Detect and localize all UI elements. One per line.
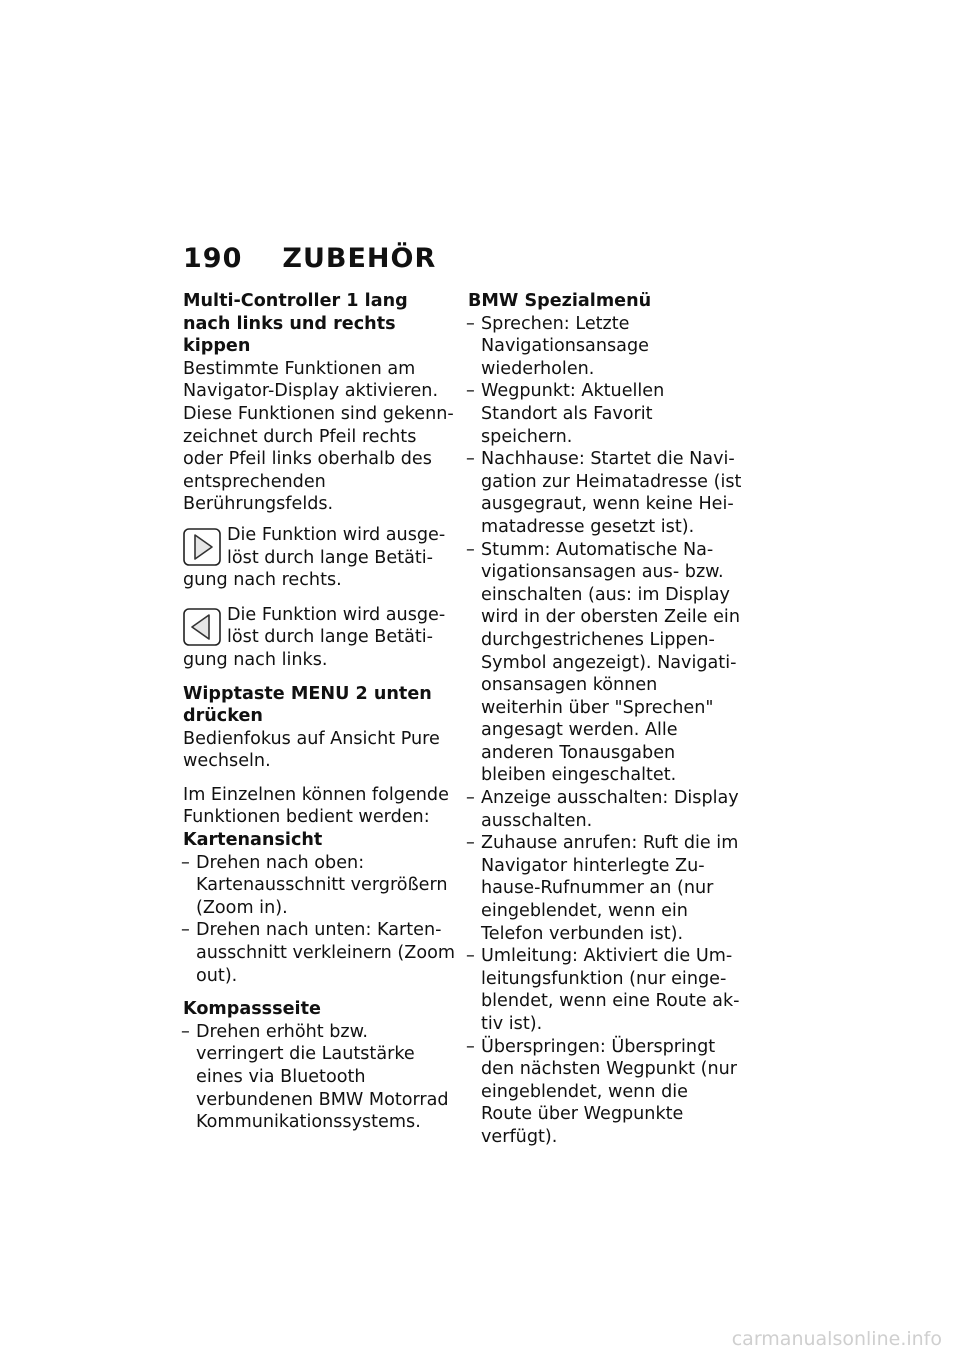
page-number: 190 xyxy=(183,243,243,274)
wipptaste-heading: Wipptaste MENU 2 unten drücken xyxy=(183,683,432,727)
kartenansicht-heading: Kartenansicht xyxy=(183,830,323,851)
multi-controller-body: Bestimmte Funktionen am Navigator-Display aktivieren. Diese Funktionen sind gekennzeichnet durch Pfeil rechts oder Pfeil links oberhalb des entsprechenden Berührungsfelds. xyxy=(183,358,454,515)
chapter-title: ZUBEHÖR xyxy=(282,243,437,274)
arrow-right-icon xyxy=(183,528,221,566)
list-item: – Drehen nach unten: Kartenausschnitt verkleinern (Zoom out). xyxy=(183,919,455,987)
arrow-left-icon xyxy=(183,608,221,646)
spezialmenu-heading: BMW Spezialmenü xyxy=(468,291,652,311)
list-item: – Stumm: Automatische Navigationsansagen aus- bzw. einschalten (aus: im Display wird in der obersten Zeile ein durchgestrichenes Lippen-Symbol angezeigt). Navigationsansagen können weiterhin über "Sprechen" angesagt werden. Alle anderen Tonausgaben bleiben eingeschaltet. xyxy=(468,539,743,788)
intro-text: Im Einzelnen können folgende Funktionen bedient werden: xyxy=(183,784,449,828)
list-item: – Drehen erhöht bzw. verringert die Lautstärke eines via Bluetooth verbundenen BMW Motorrad Kommunikationssystems. xyxy=(183,1021,455,1134)
kartenansicht-list xyxy=(183,852,455,988)
kompassseite-heading: Kompassseite xyxy=(183,999,321,1020)
note-right-text: Die Funktion wird ausgelöst durch lange Betätigung nach rechts. xyxy=(183,524,446,591)
list-item: – Wegpunkt: Aktuellen Standort als Favorit speichern. xyxy=(468,380,743,448)
note-left xyxy=(183,604,455,672)
kompassseite-list xyxy=(183,1021,455,1134)
page-header xyxy=(183,243,436,274)
left-column xyxy=(183,290,455,1134)
right-column xyxy=(468,290,743,1149)
list-item: – Anzeige ausschalten: Display ausschalten. xyxy=(468,787,743,832)
note-left-text: Die Funktion wird ausgelöst durch lange Betätigung nach links. xyxy=(183,604,446,670)
list-item: – Überspringen: Überspringt den nächsten Wegpunkt (nur eingeblendet, wenn die Route über Wegpunkte verfügt). xyxy=(468,1036,743,1149)
list-item: – Umleitung: Aktiviert die Umleitungsfunktion (nur eingeblendet, wenn eine Route aktiv ist). xyxy=(468,945,743,1035)
list-item: – Sprechen: Letzte Navigationsansage wiederholen. xyxy=(468,313,743,381)
multi-controller-heading: Multi-Controller 1 lang nach links und rechts kippen xyxy=(183,291,408,357)
list-item: – Nachhause: Startet die Navigation zur Heimatadresse (ist ausgegraut, wenn keine Heimatadresse gesetzt ist). xyxy=(468,448,743,538)
note-right xyxy=(183,524,455,592)
list-item: – Drehen nach oben: Kartenausschnitt vergrößern (Zoom in). xyxy=(183,852,455,920)
watermark-text: carmanualsonline.info xyxy=(731,1328,942,1350)
list-item: – Zuhause anrufen: Ruft die im Navigator hinterlegte Zuhause-Rufnummer an (nur eingeblendet, wenn ein Telefon verbunden ist). xyxy=(468,832,743,945)
wipptaste-body: Bedienfokus auf Ansicht Pure wechseln. xyxy=(183,728,440,772)
spezialmenu-list xyxy=(468,313,743,1149)
